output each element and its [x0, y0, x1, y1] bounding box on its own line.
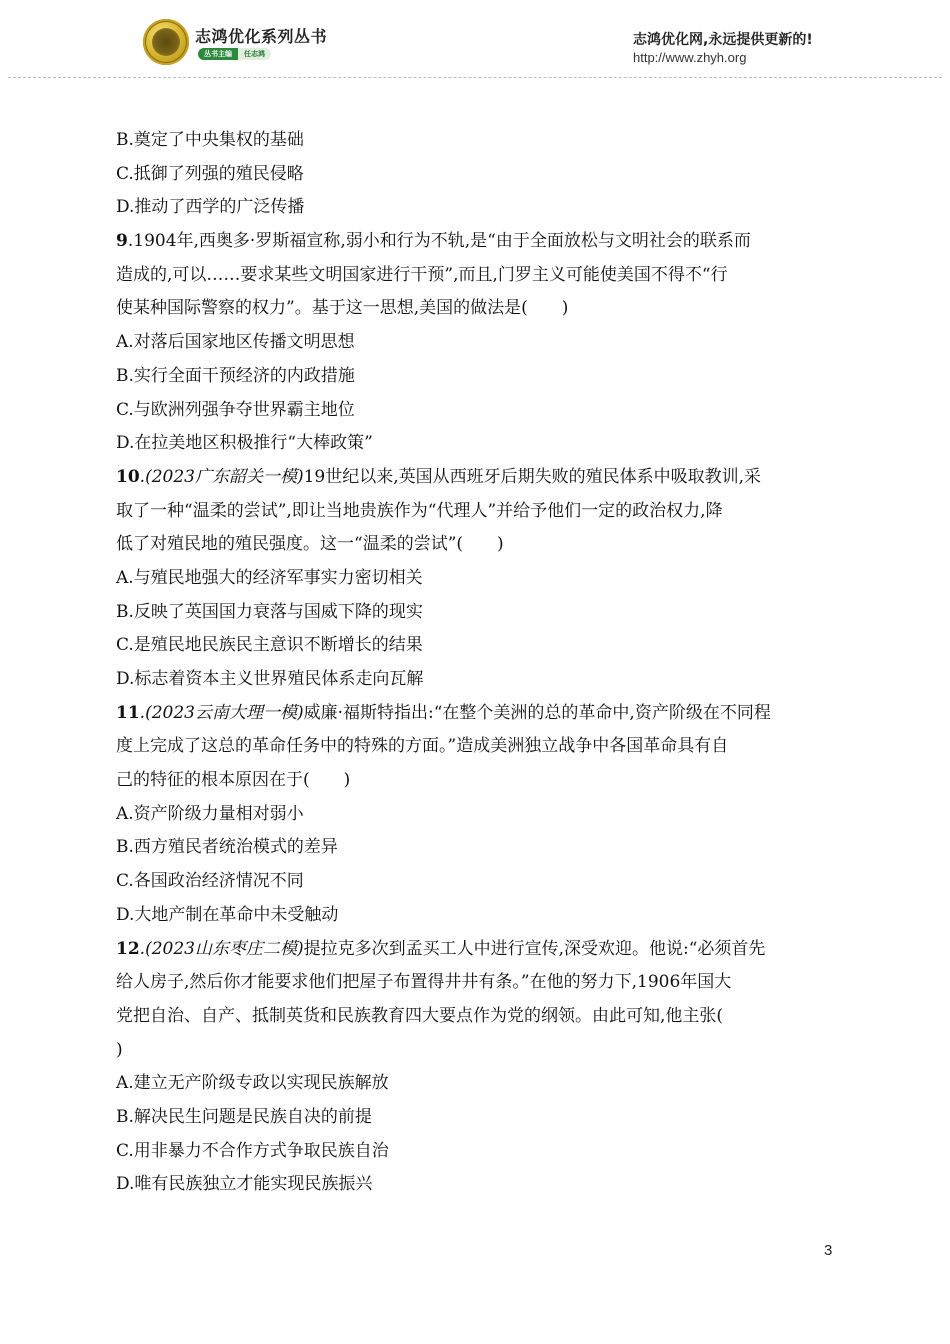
- question-text: 党把自治、自产、抵制英货和民族教育四大要点作为党的纲领。由此可知,他主张(: [116, 1005, 724, 1026]
- page-header: [0, 0, 950, 82]
- option-line: D.唯有民族独立才能实现民族振兴: [116, 1174, 373, 1195]
- question-text: 提拉克多次到孟买工人中进行宣传,深受欢迎。他说:“必须首先: [303, 938, 766, 959]
- option-line: A.资产阶级力量相对弱小: [116, 803, 304, 824]
- option-line: D.大地产制在革命中未受触动: [116, 904, 339, 925]
- question-text: 度上完成了这总的革命任务中的特殊的方面。”造成美洲独立战争中各国革命具有自: [116, 736, 729, 757]
- question-text: 己的特征的根本原因在于( ): [116, 770, 351, 791]
- question-text: 给人房子,然后你才能要求他们把屋子布置得井井有条。”在他的努力下,1906年国大: [116, 972, 732, 993]
- option-line: B.西方殖民者统治模式的差异: [116, 837, 338, 858]
- option-line: D.在拉美地区积极推行“大棒政策”: [116, 433, 373, 454]
- question-12-stem: [116, 933, 836, 967]
- question-text: 19世纪以来,英国从西班牙后期失败的殖民体系中吸取教训,采: [303, 466, 762, 487]
- header-divider: [8, 77, 942, 78]
- question-number: 12: [116, 938, 140, 959]
- question-text: 威廉·福斯特指出:“在整个美洲的总的革命中,资产阶级在不同程: [303, 702, 771, 723]
- option-line: B.实行全面干预经济的内政措施: [116, 365, 355, 386]
- question-number: 9: [116, 231, 128, 252]
- question-11-stem: [116, 697, 836, 731]
- question-text: ): [116, 1039, 123, 1060]
- option-line: C.抵御了列强的殖民侵略: [116, 163, 304, 184]
- question-9-stem: [116, 225, 836, 259]
- publisher-logo: [143, 19, 189, 65]
- question-number: 11: [116, 702, 140, 723]
- page-content: [116, 124, 836, 1202]
- site-url: http://www.zhyh.org: [633, 50, 747, 65]
- option-line: D.标志着资本主义世界殖民体系走向瓦解: [116, 669, 424, 689]
- site-slogan: 志鸿优化网,永远提供更新的!: [633, 32, 813, 48]
- option-line: C.各国政治经济情况不同: [116, 871, 304, 892]
- option-line: A.对落后国家地区传播文明思想: [116, 332, 355, 353]
- option-line: D.推动了西学的广泛传播: [116, 197, 305, 218]
- option-line: B.解决民生问题是民族自决的前提: [116, 1106, 372, 1127]
- question-source: .(2023广东韶关一模): [139, 466, 304, 487]
- question-text: 取了一种“温柔的尝试”,即让当地贵族作为“代理人”并给予他们一定的政治权力,降: [116, 500, 723, 521]
- page-number: 3: [824, 1242, 833, 1259]
- option-line: B.奠定了中央集权的基础: [116, 130, 304, 150]
- option-line: B.反映了英国国力衰落与国威下降的现实: [116, 601, 423, 622]
- question-text: 造成的,可以……要求某些文明国家进行干预”,而且,门罗主义可能使美国不得不“行: [116, 264, 728, 285]
- logo-emblem-icon: [152, 28, 180, 56]
- option-line: C.用非暴力不合作方式争取民族自治: [116, 1140, 389, 1161]
- editor-name: 任志鸿: [238, 48, 271, 60]
- option-line: A.与殖民地强大的经济军事实力密切相关: [116, 567, 423, 588]
- question-text: 低了对殖民地的殖民强度。这一“温柔的尝试”( ): [116, 534, 504, 555]
- question-source: .(2023山东枣庄二模): [139, 938, 304, 959]
- option-line: C.与欧洲列强争夺世界霸主地位: [116, 399, 355, 420]
- question-10-stem: [116, 461, 836, 495]
- series-editor-badge: [198, 48, 271, 60]
- series-title: 志鸿优化系列丛书: [195, 27, 328, 46]
- question-number: 10: [116, 466, 140, 487]
- question-text: .1904年,西奥多·罗斯福宣称,弱小和行为不轨,是“由于全面放松与文明社会的联系而: [127, 231, 751, 252]
- question-source: .(2023云南大理一模): [139, 702, 304, 723]
- question-text: 使某种国际警察的权力”。基于这一思想,美国的做法是( ): [116, 298, 569, 319]
- option-line: C.是殖民地民族民主意识不断增长的结果: [116, 635, 423, 656]
- option-line: A.建立无产阶级专政以实现民族解放: [116, 1073, 389, 1094]
- editor-label: 丛书主编: [198, 48, 238, 60]
